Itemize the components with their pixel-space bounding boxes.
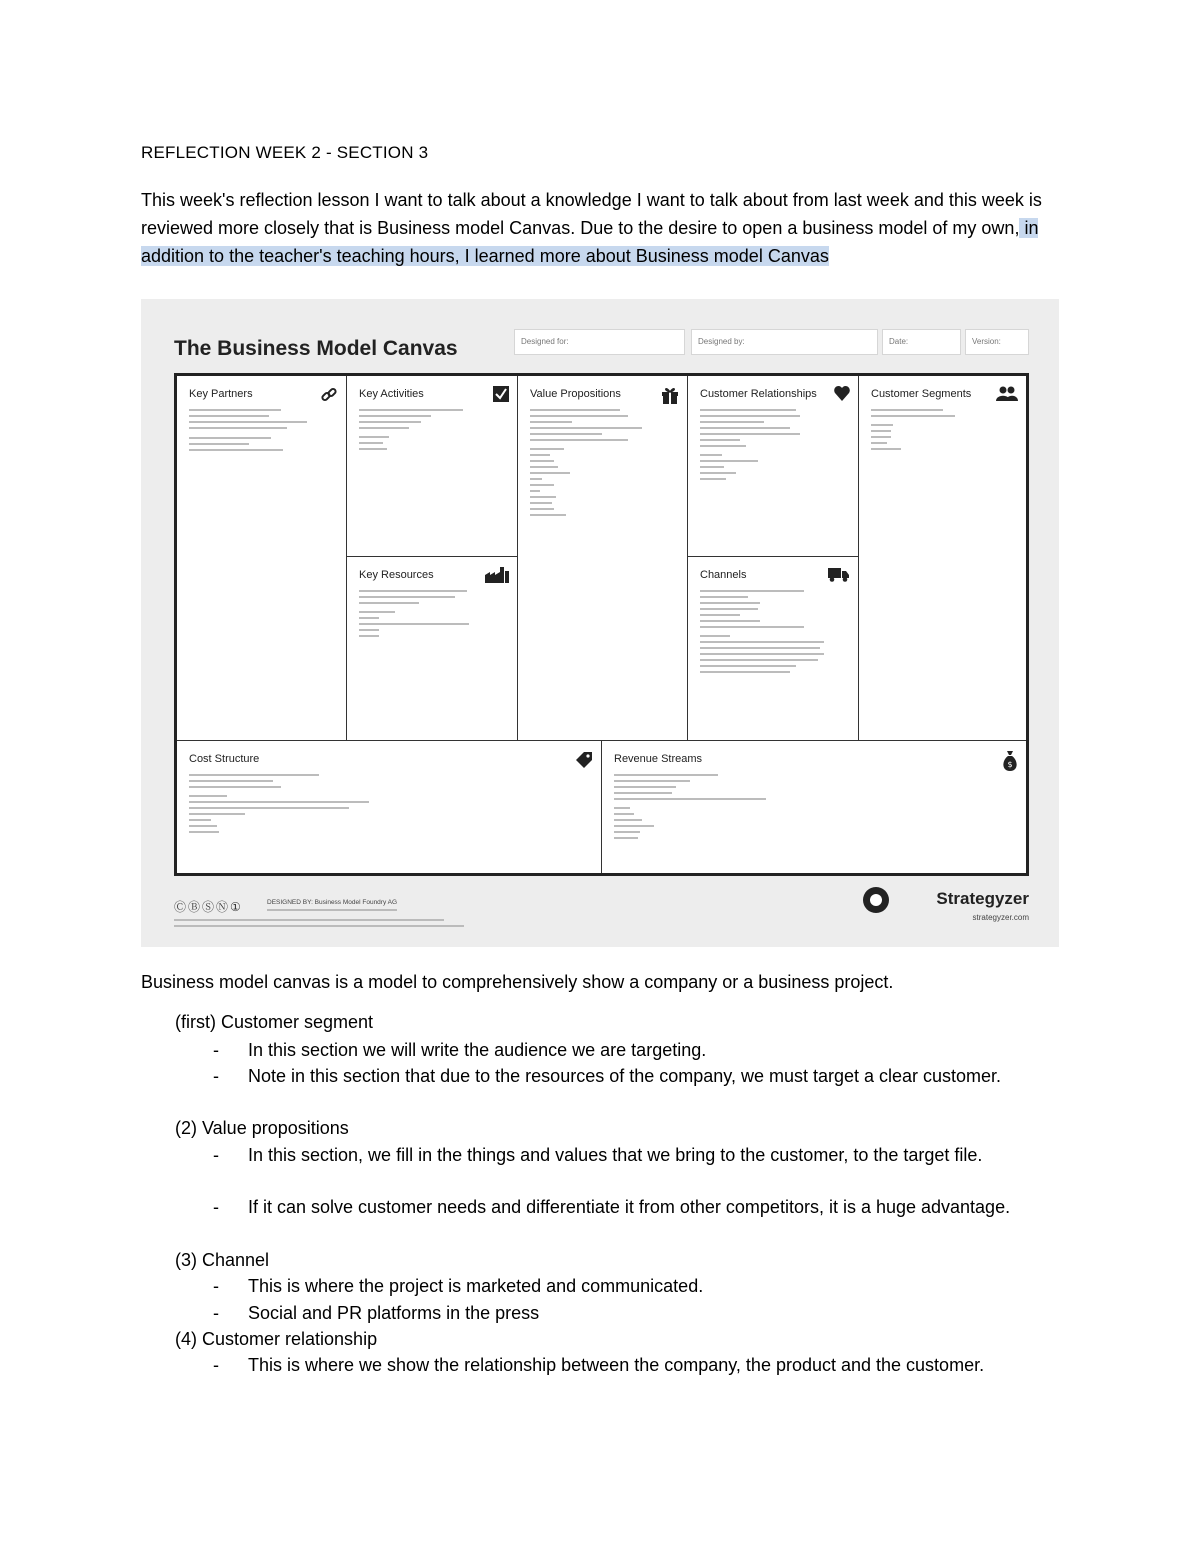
checkbox-icon [493,386,509,406]
document-page: REFLECTION WEEK 2 - SECTION 3 This week's reflection lesson I want to talk about a knowledge I want to talk about from last week and this week is reviewed more closely that is Business model Canvas. Due to the desire to open a business model of my own, in addition to the teacher's teaching hours, I learned more about Business model Canvas The Business Model Canvas Designed for: Designed by: Date: Version: Key Partners Key Activities Key Resources Value Propositions Customer Relationships Channels Customer Segments Cost Structure Revenue Streams $ ⒸⒷⓈⓃ① DESIGNED BY: Business Model Foundry AG Strategyzer strategyzer.com Business model canvas is a model to comprehensively show a company or a business project. (first) Customer segment - In this section we will write the audience we are targeting. - Note in this section that due to the resources of the company, we must target a clear customer. (2) Value propositions - In this section, we fill in the things and values that we bring to the customer, to the target file. - If it can solve customer needs and differentiate it from other competitors, it is a huge advantage. (3) Channel - This is where the project is marketed and communicated. - Social and PR platforms in the press (4) Customer relationship - This is where we show the relationship between the company, the product and the customer. [0,0,1200,1553]
factory-icon [485,567,509,587]
document-title: REFLECTION WEEK 2 - SECTION 3 [141,143,429,162]
value-propositions-label: Value Propositions [530,388,621,400]
customer-segments-label: Customer Segments [871,388,972,400]
version-field: Version: [965,329,1029,355]
gift-icon [661,386,679,408]
designed-by-credit: DESIGNED BY: Business Model Foundry AG [267,899,398,906]
creative-commons-icons: ⒸⒷⓈⓃ① [174,900,243,914]
business-model-canvas-image [141,299,1059,947]
canvas-grid [174,373,1029,876]
designed-for-field: Designed for: [514,329,685,355]
revenue-streams-block [602,741,1026,873]
intro-paragraph [141,186,1056,271]
section-heading: (4) Customer relationship [175,1329,378,1349]
intro-text: This week's reflection lesson I want to talk about a knowledge I want to talk about from last week and this week is reviewed more closely that is Business model Canvas. Due to the desire to open a business model of my own, [141,190,1042,239]
customer-segments-block [859,376,1026,741]
key-partners-label: Key Partners [189,388,253,400]
key-partners-block [177,376,347,741]
strategyzer-url: strategyzer.com [972,913,1029,922]
canvas-title: The Business Model Canvas [174,337,458,360]
section-heading: (2) Value propositions [175,1118,349,1138]
cost-structure-block [177,741,602,873]
link-icon [320,386,338,408]
svg-text:$: $ [1007,760,1013,769]
canvas-footer [174,889,1029,935]
key-resources-block [347,557,518,741]
truck-icon [828,567,850,586]
cost-structure-label: Cost Structure [189,753,260,765]
channels-label: Channels [700,569,747,581]
channels-block [688,557,859,741]
revenue-streams-label: Revenue Streams [614,753,703,765]
tag-icon [575,751,593,773]
summary-paragraph: Business model canvas is a model to comprehensively show a company or a business project. [141,972,894,992]
heart-icon [834,386,850,405]
customer-relationships-block [688,376,859,557]
money-bag-icon [1002,751,1018,775]
value-propositions-block [518,376,688,741]
customer-relationships-label: Customer Relationships [700,388,817,400]
key-activities-block [347,376,518,557]
intro-selected-text: in addition to the teacher's teaching hours, I learned more about Business model Canvas [141,218,1039,267]
people-icon [996,386,1018,405]
designed-by-field: Designed by: [691,329,878,355]
key-resources-label: Key Resources [359,569,434,581]
strategyzer-logo-icon [863,887,889,913]
key-activities-label: Key Activities [359,388,424,400]
strategyzer-brand: Strategyzer [936,889,1029,908]
section-heading: (3) Channel [175,1250,270,1270]
date-field: Date: [882,329,961,355]
section-heading: (first) Customer segment [175,1012,374,1032]
